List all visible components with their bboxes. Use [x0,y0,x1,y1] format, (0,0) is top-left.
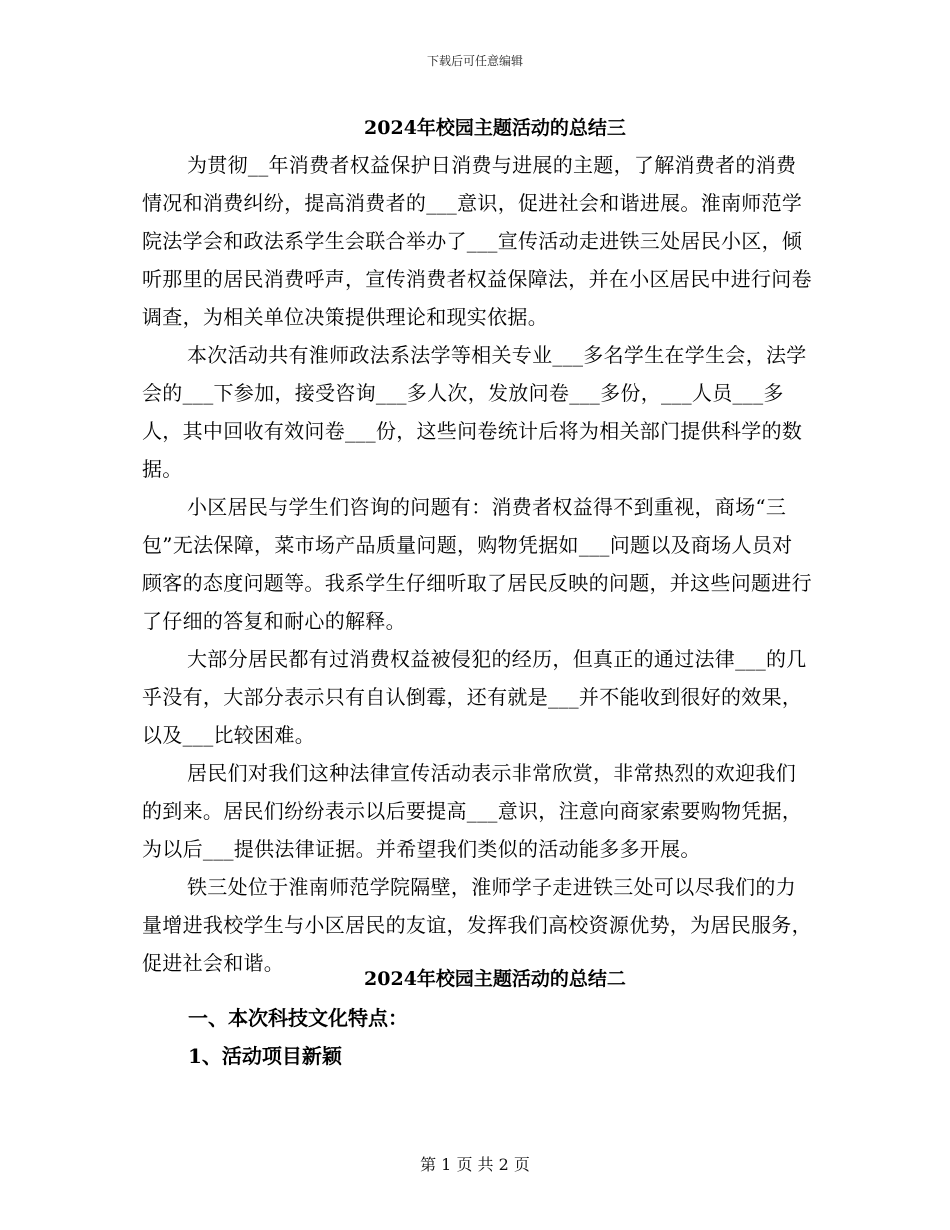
document-title-1: 2024年校园主题活动的总结三 [364,117,626,139]
paragraph-6: 铁三处位于淮南师范学院隔壁，淮师学子走进铁三处可以尽我们的力量增进我校学生与小区居民的友谊，发挥我们高校资源优势，为居民服务，促进社会和谐。 [142,875,812,975]
paragraph-5: 居民们对我们这种法律宣传活动表示非常欣赏，非常热烈的欢迎我们的到来。居民们纷纷表示以后要提高___意识，注意向商家索要购物凭据，为以后___提供法律证据。并希望我们类似的活动能多多开展。 [142,761,803,861]
paragraph-3: 小区居民与学生们咨询的问题有：消费者权益得不到重视，商场“三包”无法保障，菜市场产品质量问题，购物凭据如___问题以及商场人员对顾客的态度问题等。我系学生仔细听取了居民反映的问题，并这些问题进行了仔细的答复和耐心的解释。 [142,495,812,633]
body-text [142,146,812,982]
paragraph-2: 本次活动共有淮师政法系法学等相关专业___多名学生在学生会，法学会的___下参加，接受咨询___多人次，发放问卷___多份，___人员___多人，其中回收有效问卷___份，这些问卷统计后将为相关部门提供科学的数据。 [142,343,807,481]
paragraph-1: 为贯彻__年消费者权益保护日消费与进展的主题，了解消费者的消费情况和消费纠纷，提高消费者的___意识，促进社会和谐进展。淮南师范学院法学会和政法系学生会联合举办了___宣传活动走进铁三处居民小区，倾听那里的居民消费呼声，宣传消费者权益保障法，并在小区居民中进行问卷调查，为相关单位决策提供理论和现实依据。 [142,153,812,329]
paragraph-4: 大部分居民都有过消费权益被侵犯的经历，但真正的通过法律___的几乎没有，大部分表示只有自认倒霉，还有就是___并不能收到很好的效果，以及___比较困难。 [142,647,807,747]
subsection-heading: 1、活动项目新颖 [188,1044,342,1068]
page-number-footer: 第 1 页 共 2 页 [420,1155,530,1174]
section-heading: 一、本次科技文化特点： [188,1006,408,1030]
header-note: 下载后可任意编辑 [426,54,523,68]
document-title-2: 2024年校园主题活动的总结二 [364,968,626,990]
